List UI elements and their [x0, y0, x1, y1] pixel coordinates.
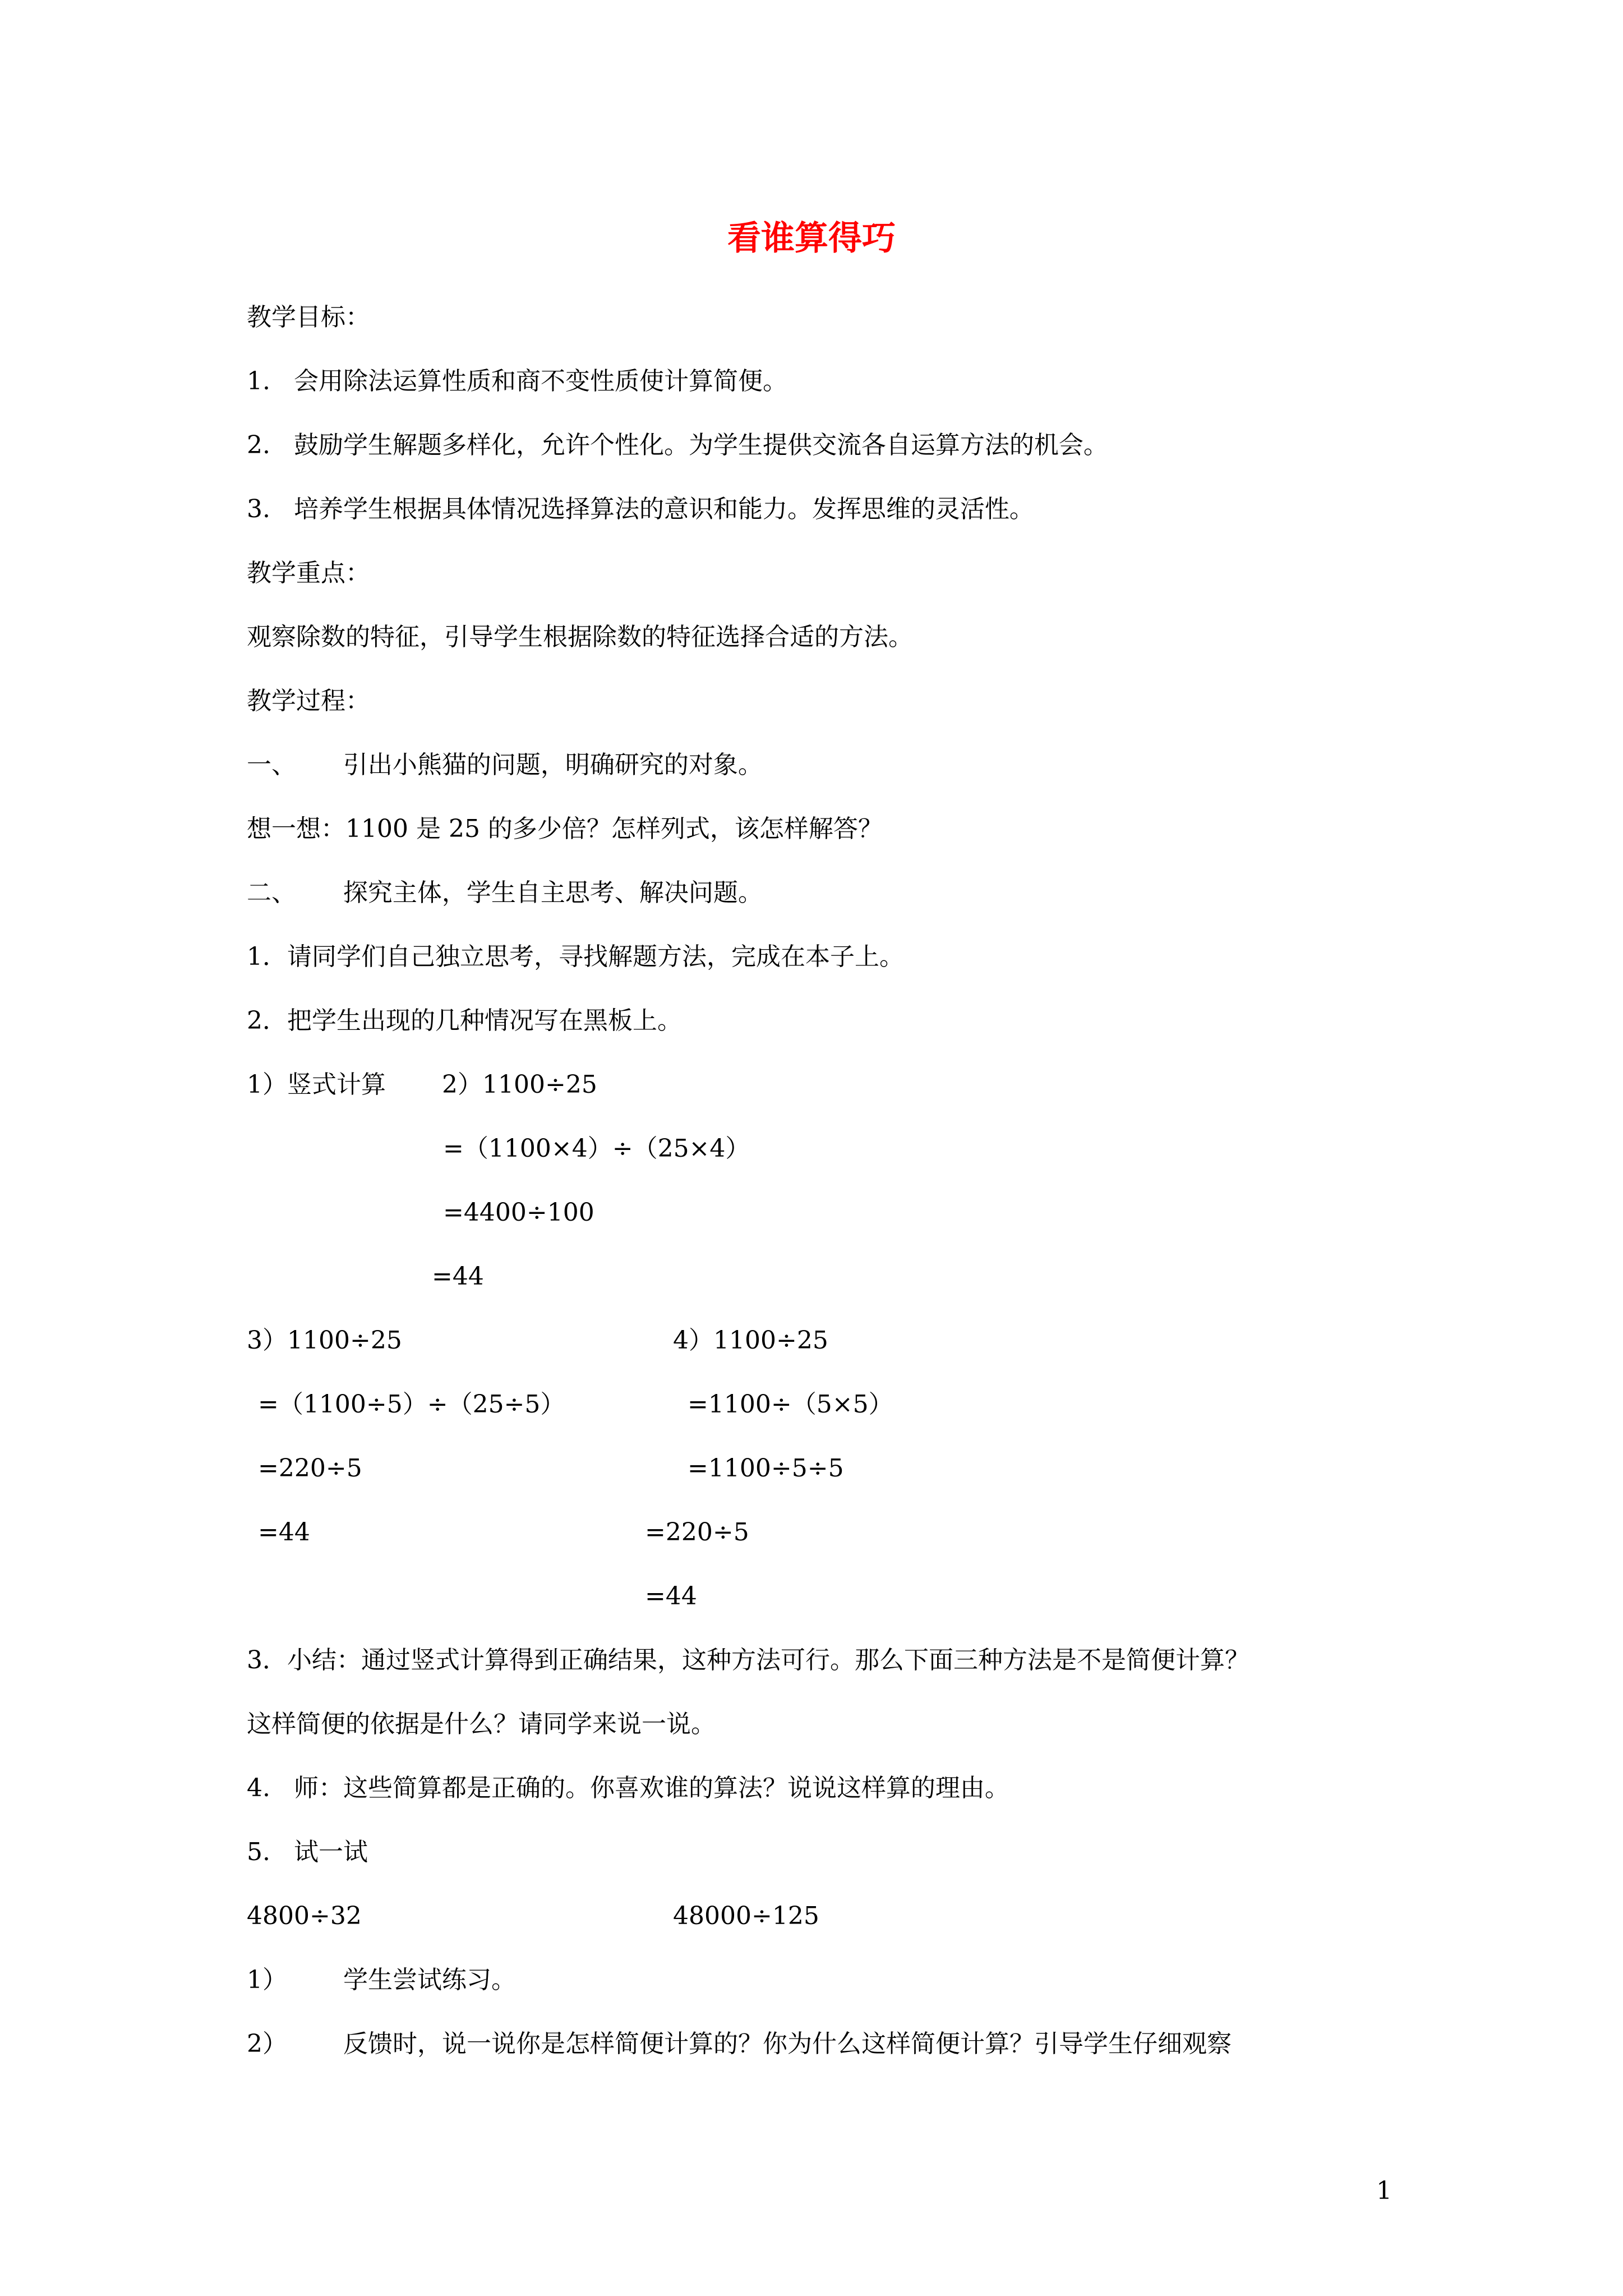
practice-item-1-text: 学生尝试练习。	[343, 1966, 516, 1994]
practice-item-2-number: 2）	[247, 2030, 287, 2058]
exercise-1: 4800÷32	[247, 1902, 362, 1930]
process-step-1: 一、 引出小熊猫的问题，明确研究的对象。	[247, 751, 763, 779]
objective-1: 1. 会用除法运算性质和商不变性质使计算简便。	[247, 367, 787, 395]
objective-2: 2. 鼓励学生解题多样化，允许个性化。为学生提供交流各自运算方法的机会。	[247, 431, 1108, 459]
method-2-label: 2）1100÷25	[442, 1070, 597, 1099]
exercise-2: 48000÷125	[673, 1902, 819, 1930]
document-title: 看谁算得巧	[727, 219, 896, 258]
process-step-2: 二、 探究主体，学生自主思考、解决问题。	[247, 878, 763, 907]
practice-item-1-number: 1）	[247, 1966, 287, 1994]
think-question: 想一想：1100 是 25 的多少倍？怎样列式，该怎样解答？	[247, 815, 883, 843]
section-heading-objectives: 教学目标：	[247, 303, 370, 332]
substep-2: 2．把学生出现的几种情况写在黑板上。	[247, 1006, 682, 1035]
practice-item-2-text: 反馈时，说一说你是怎样简便计算的？你为什么这样简便计算？引导学生仔细观察	[343, 2030, 1232, 2058]
teacher-remark: 4. 师：这些简算都是正确的。你喜欢谁的算法？说说这样算的理由。	[247, 1774, 1009, 1802]
summary-line-1: 3．小结：通过竖式计算得到正确结果，这种方法可行。那么下面三种方法是不是简便计算？	[247, 1646, 1249, 1674]
method-4-step-2: =1100÷5÷5	[688, 1454, 844, 1483]
method-4-step-1: =1100÷（5×5）	[688, 1390, 893, 1419]
try-it-heading: 5. 试一试	[247, 1838, 368, 1866]
page-number: 1	[1376, 2177, 1392, 2205]
method-1-label: 1）竖式计算	[247, 1070, 386, 1099]
method-4-step-3: =220÷5	[645, 1518, 749, 1547]
method-4-step-4: =44	[645, 1582, 697, 1611]
method-2-step-2: =4400÷100	[443, 1198, 594, 1227]
method-2-step-1: =（1100×4）÷（25×4）	[443, 1134, 750, 1163]
method-2-step-3: =44	[432, 1262, 484, 1291]
section-heading-process: 教学过程：	[247, 687, 370, 715]
method-4-label: 4）1100÷25	[673, 1326, 828, 1355]
method-3-step-2: =220÷5	[258, 1454, 362, 1483]
objective-3: 3. 培养学生根据具体情况选择算法的意识和能力。发挥思维的灵活性。	[247, 495, 1034, 523]
method-3-step-3: =44	[258, 1518, 310, 1547]
method-3-label: 3）1100÷25	[247, 1326, 402, 1355]
section-heading-key-points: 教学重点：	[247, 559, 370, 587]
method-3-step-1: =（1100÷5）÷（25÷5）	[258, 1390, 565, 1419]
key-point-text: 观察除数的特征，引导学生根据除数的特征选择合适的方法。	[247, 623, 913, 651]
summary-line-2: 这样简便的依据是什么？请同学来说一说。	[247, 1710, 716, 1738]
substep-1: 1．请同学们自己独立思考，寻找解题方法，完成在本子上。	[247, 942, 904, 971]
